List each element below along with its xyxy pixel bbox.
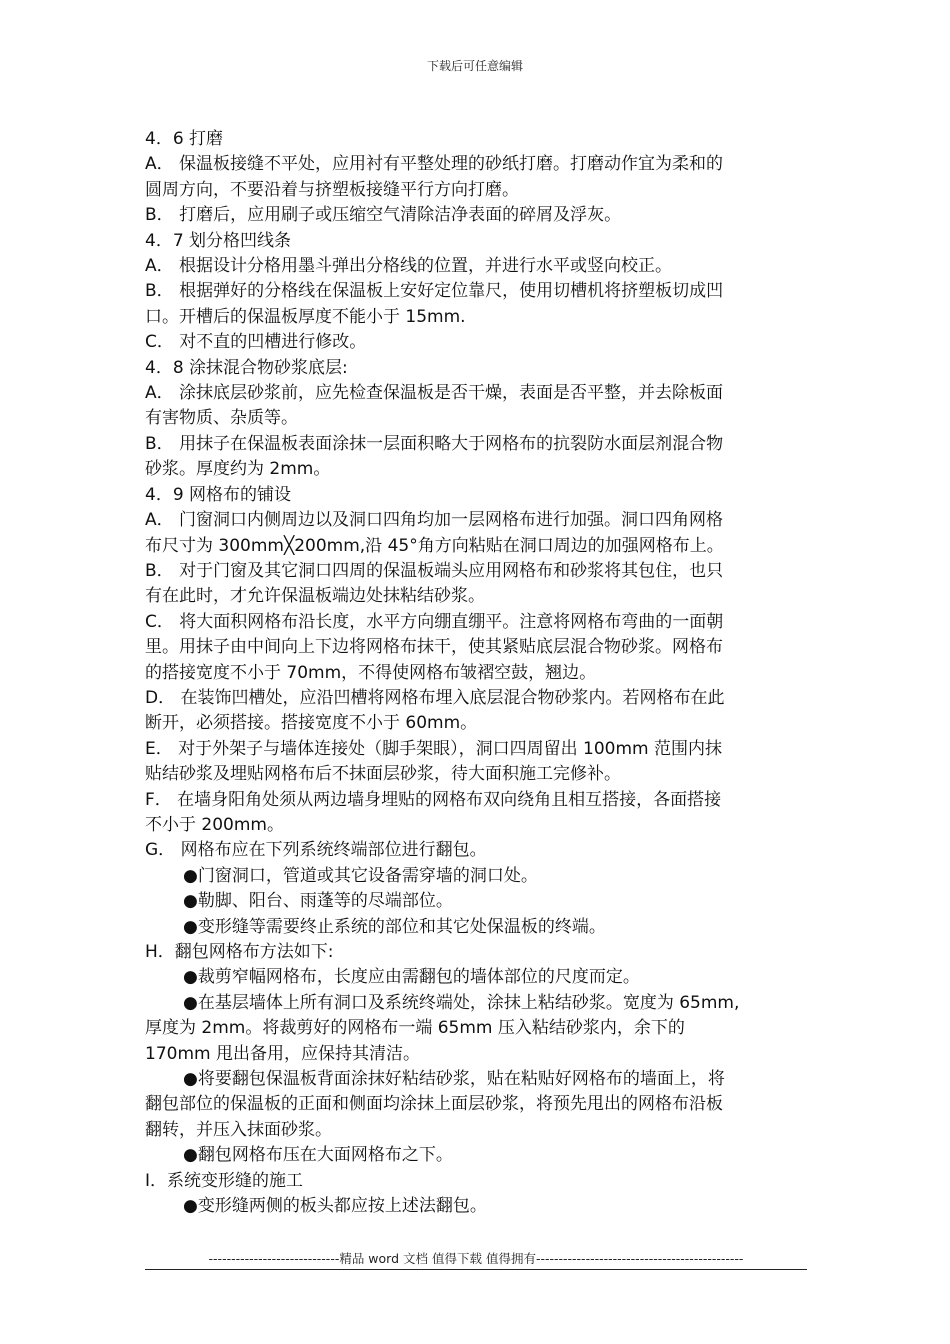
bullet-item: ●变形缝两侧的板头都应按上述法翻包。 [183,1196,487,1217]
section-heading: 4．8 涂抹混合物砂浆底层: [145,357,348,378]
section-heading: 4．7 划分格凹线条 [145,230,292,251]
paragraph-line: 贴结砂浆及埋贴网格布后不抹面层砂浆，待大面积施工完修补。 [145,764,621,785]
paragraph-line: 圆周方向，不要沿着与挤塑板接缝平行方向打磨。 [145,179,519,200]
paragraph-line: 口。开槽后的保温板厚度不能小于 15mm. [145,306,466,327]
page-footer: -----------------------------精品 word 文档 值得下载 值得拥有---------------------------------------------- [208,1251,744,1266]
paragraph-line: C． 对不直的凹槽进行修改。 [145,332,367,353]
paragraph-line: 有在此时，才允许保温板端边处抹粘结砂浆。 [145,586,485,607]
bullet-item: ●裁剪窄幅网格布，长度应由需翻包的墙体部位的尺度而定。 [183,967,640,988]
paragraph-line: G． 网格布应在下列系统终端部位进行翻包。 [145,840,487,861]
paragraph-line: 170mm 甩出备用，应保持其清洁。 [145,1043,420,1064]
paragraph-line: A． 根据设计分格用墨斗弹出分格线的位置，并进行水平或竖向校正。 [145,256,673,277]
paragraph-line: 翻转，并压入抹面砂浆。 [145,1119,332,1140]
section-heading: 4．9 网格布的铺设 [145,484,292,505]
paragraph-line: C． 将大面积网格布沿长度，水平方向绷直绷平。注意将网格布弯曲的一面朝 [145,611,724,632]
paragraph-line: 翻包部位的保温板的正面和侧面均涂抹上面层砂浆，将预先甩出的网格布沿板 [145,1094,723,1115]
paragraph-line: I．系统变形缝的施工 [145,1170,304,1191]
footer-divider [145,1269,807,1270]
paragraph-line: 有害物质、杂质等。 [145,408,298,429]
paragraph-line: B． 对于门窗及其它洞口四周的保温板端头应用网格布和砂浆将其包住，也只 [145,560,724,581]
paragraph-line: F． 在墙身阳角处须从两边墙身埋贴的网格布双向绕角且相互搭接，各面搭接 [145,789,722,810]
paragraph-line: 里。用抹子由中间向上下边将网格布抹干，使其紧贴底层混合物砂浆。网格布 [145,637,723,658]
paragraph-line: A． 门窗洞口内侧周边以及洞口四角均加一层网格布进行加强。洞口四角网格 [145,510,724,531]
bullet-item: ●将要翻包保温板背面涂抹好粘结砂浆，贴在粘贴好网格布的墙面上，将 [183,1069,725,1090]
bullet-item: ●门窗洞口，管道或其它设备需穿墙的洞口处。 [183,865,538,886]
paragraph-line: 布尺寸为 300mm╳200mm,沿 45°角方向粘贴在洞口周边的加强网格布上。 [145,535,724,556]
paragraph-line: E． 对于外架子与墙体连接处（脚手架眼），洞口四周留出 100mm 范围内抹 [145,738,723,759]
bullet-item: ●翻包网格布压在大面网格布之下。 [183,1145,453,1166]
paragraph-line: B． 打磨后，应用刷子或压缩空气清除洁净表面的碎屑及浮灰。 [145,205,622,226]
paragraph-line: B． 根据弹好的分格线在保温板上安好定位靠尺，使用切槽机将挤塑板切成凹 [145,281,724,302]
section-heading: 4．6 打磨 [145,129,224,149]
bullet-item: ●变形缝等需要终止系统的部位和其它处保温板的终端。 [183,916,606,937]
paragraph-line: B． 用抹子在保温板表面涂抹一层面积略大于网格布的抗裂防水面层剂混合物 [145,433,724,454]
bullet-item: ●勒脚、阳台、雨蓬等的尽端部位。 [183,891,453,912]
page-header: 下载后可任意编辑 [426,59,523,73]
paragraph-line: 不小于 200mm。 [145,814,284,835]
paragraph-line: 断开，必须搭接。搭接宽度不小于 60mm。 [145,713,478,734]
paragraph-line: A． 涂抹底层砂浆前，应先检查保温板是否干燥，表面是否平整，并去除板面 [145,383,724,404]
paragraph-line: A． 保温板接缝不平处，应用衬有平整处理的砂纸打磨。打磨动作宜为柔和的 [145,154,724,175]
paragraph-line: 的搭接宽度不小于 70mm，不得使网格布皱褶空鼓，翘边。 [145,662,597,683]
paragraph-line: 厚度为 2mm。将裁剪好的网格布一端 65mm 压入粘结砂浆内，余下的 [145,1018,685,1039]
paragraph-line: 砂浆。厚度约为 2mm。 [145,459,331,480]
bullet-item: ●在基层墙体上所有洞口及系统终端处，涂抹上粘结砂浆。宽度为 65mm, [183,992,740,1013]
document-body [145,127,810,1219]
paragraph-line: H．翻包网格布方法如下: [145,942,334,962]
paragraph-line: D． 在装饰凹槽处，应沿凹槽将网格布埋入底层混合物砂浆内。若网格布在此 [145,687,725,708]
